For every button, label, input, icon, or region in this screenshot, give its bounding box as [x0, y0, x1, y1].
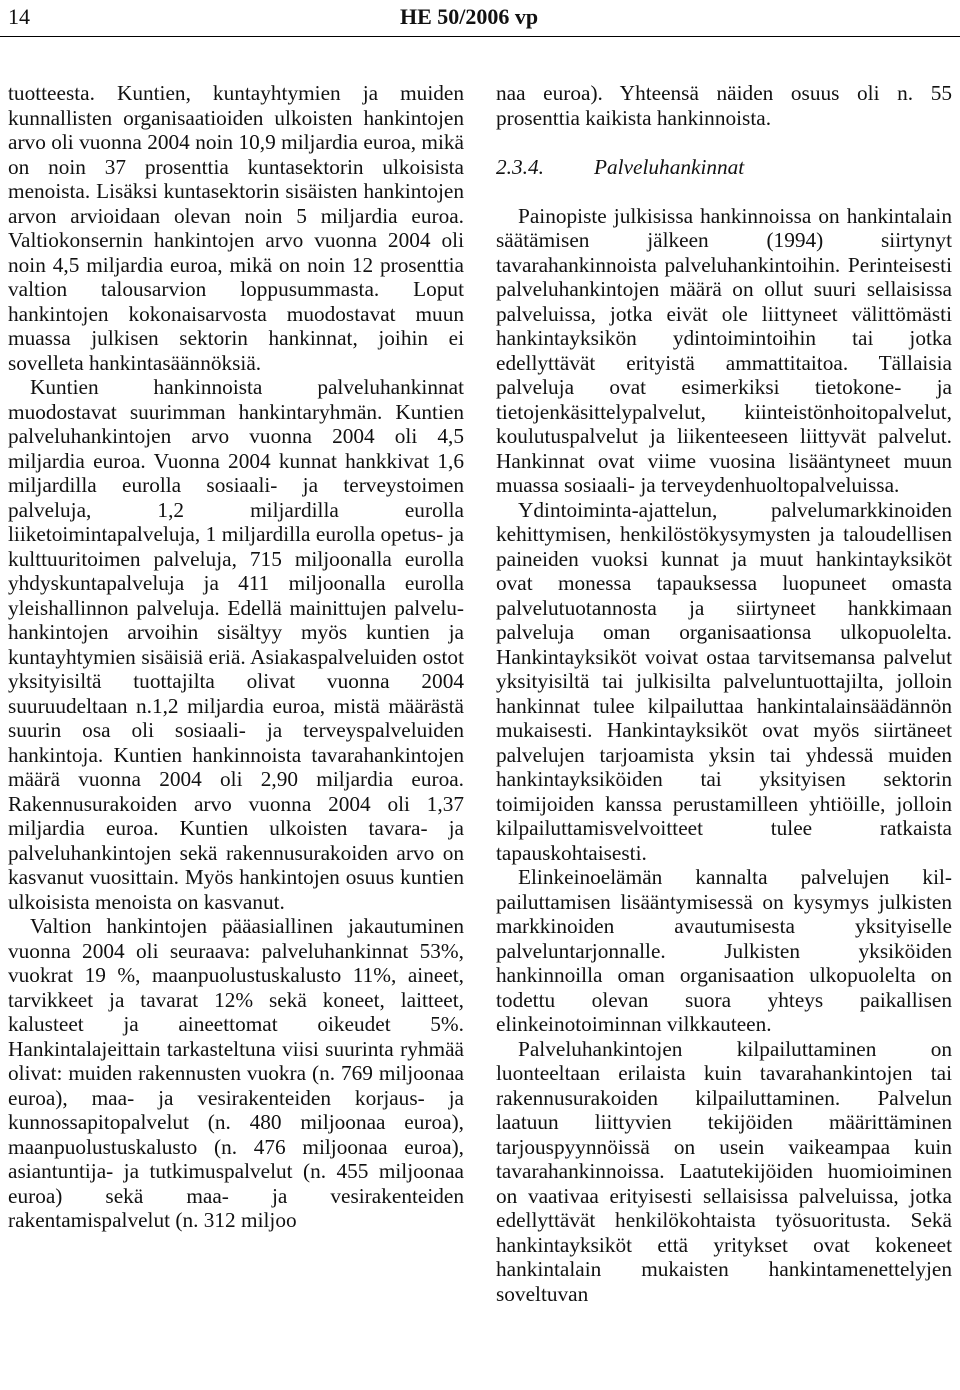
left-column — [8, 81, 464, 1233]
right-paragraph-4: Palveluhankintojen kilpailuttaminen on luonteeltaan erilaista kuin tavarahankintojen tai rakennusurakoiden kilpailuttaminen. Palvelun laatuun liittyvien tekijöiden määrittäminen tarjouspyynnöissä on usein vaikeampaa kuin tavarahankinnoissa. Laatutekijöiden huomioiminen on vaativaa erityisesti sellaisissa palveluissa, jotka edellyttävät henkilökohtaista työsuoritusta. Sekä hankintayksiköt että yritykset ovat kokeneet hankintalain mukaisten hankintamenettelyjen soveltuvan — [496, 1036, 952, 1306]
right-paragraph-1: Painopiste julkisissa hankinnoissa on hankintalain säätämisen jälkeen (1994) siirtynyt tavarahankinnoista palveluhankintoihin. Perinteisesti palveluhankintojen määrä on ollut suuri sellaisissa palveluissa, jotka eivät ole liittyneet välittömästi hankintayksikön ydintoimintoihin tai jotka edellyttävät erityistä ammattitaitoa. Tällaisia palveluja ovat esimerkiksi tietokone- ja tietojenkäsittelypalvelut, kiinteistönhoitopalvelut, koulutuspalvelut ja liikenteeseen liittyvät palvelut. Hankinnat ovat viime vuosina lisääntyneet muun muassa sosiaali- ja terveydenhuoltopalveluissa. — [496, 203, 952, 497]
right-continuation: naa euroa). Yhteensä näiden osuus oli n. 55 prosenttia kaikista hankinnoista. — [496, 81, 952, 130]
right-paragraph-3: Elinkeinoelämän kannalta palvelujen kilpailuttamisen lisääntymisessä on kysymys julkisten markkinoiden avautumisesta yksityiselle palveluntarjonnalle. Julkisten yksiköiden hankinnoilla oman organisaation ulkopuolelta on todettu olevan suora yhteys paikallisen elinkeinotoiminnan vilkkauteen. — [496, 865, 952, 1036]
section-heading — [496, 155, 952, 180]
section-number: 2.3.4. — [496, 154, 544, 179]
right-paragraph-2: Ydintoiminta-ajattelun, palvelumarkkinoiden kehittymisen, henkilöstökysymysten ja taloudellisen paineiden vuoksi kunnat ja muut hankintayksiköt ovat monessa tapauksessa luopuneet omasta palvelutuotannosta ja siirtyneet hankkimaan palveluja oman organisaationsa ulkopuolelta. Hankintayksiköt voivat ostaa tarvitsemansa palvelut yksityisiltä tai julkisilta palveluntuottajilta, jolloin hankinnat tulee kilpailuttaa hankintalainsäädännön mukaisesti. Hankintayksiköt ovat myös siirtäneet palvelujen tarjoamista yksin tai yhdessä muiden hankintayksiköiden tai yksityisen sektorin toimijoiden kanssa perustamilleen yhtiöille, jolloin kilpailuttamisvelvoitteet tulee ratkaista tapauskohtaisesti. — [496, 497, 952, 865]
left-paragraph-1: tuotteesta. Kuntien, kuntayhtymien ja muiden kunnallisten organisaatioiden ulkoisten hankintojen arvo oli vuonna 2004 noin 10,9 miljardia euroa, mikä on noin 37 prosenttia kuntasektorin ulkoisista menoista. Lisäksi kuntasektorin sisäisten hankintojen arvon arvioidaan olevan noin 5 miljardia euroa. Valtiokonsernin hankintojen arvo vuonna 2004 oli noin 4,5 miljardia euroa, mikä on noin 12 prosenttia valtion talousarvion loppusummasta. Loput hankintojen kokonaisarvosta muodostavat muun muassa julkisen sektorin hankinnat, joihin ei sovelleta hankintasäännöksiä. — [8, 81, 464, 375]
page-header — [0, 0, 960, 40]
header-rule — [0, 36, 960, 37]
left-paragraph-2: Kuntien hankinnoista palveluhankinnat muodostavat suurimman hankintaryhmän. Kuntien palveluhankintojen arvo vuonna 2004 oli 4,5 miljardia euroa. Vuonna 2004 kunnat hankkivat 1,6 miljardilla eurolla sosiaali- ja terveystoimen palveluja, 1,2 miljardilla eurolla liiketoimintapalveluja, 1 miljardilla eurolla opetus- ja kulttuuritoimen palveluja, 715 miljoonalla eurolla yhdyskuntapalveluja ja 411 miljoonalla eurolla yleishallinnon palveluja. Edellä mainittujen palveluhankintojen arvoihin sisältyy myös kuntien ja kuntayhtymien sisäisiä eriä. Asiakaspalveluiden ostot yksityisiltä tuottajilta olivat vuonna 2004 suuruudeltaan n.1,2 miljardia euroa, mistä määrästä suurin osa oli sosiaali- ja terveyspalveluiden hankintoja. Kuntien hankinnoista tavarahankintojen määrä vuonna 2004 oli 2,90 miljardia euroa. Rakennusurakoiden arvo vuonna 2004 oli 1,37 miljardia euroa. Kuntien ulkoisten tavara- ja palveluhankintojen sekä rakennusurakoiden arvo on kasvanut vuosittain. Myös hankintojen osuus kuntien ulkoisista menoista on kasvanut. — [8, 375, 464, 914]
section-title: Palveluhankinnat — [594, 154, 745, 179]
page-number: 14 — [8, 4, 30, 29]
left-paragraph-3: Valtion hankintojen pääasiallinen jakautuminen vuonna 2004 oli seuraava: palveluhankinnat 53%, vuokrat 19 %, maanpuolustuskalusto 11%, aineet, tarvikkeet ja tavarat 12% sekä koneet, laitteet, kalusteet ja aineettomat oikeudet 5%. Hankintalajeittain tarkasteltuna viisi suurinta ryhmää olivat: muiden rakennusten vuokra (n. 769 miljoonaa euroa), maa- ja vesirakenteiden korjaus- ja kunnossapitopalvelut (n. 480 miljoonaa euroa), maanpuolustuskalusto (n. 476 miljoonaa euroa), asiantuntija- ja tutkimuspalvelut (n. 455 miljoonaa euroa) sekä maa- ja vesirakenteiden rakentamispalvelut (n. 312 miljoo — [8, 914, 464, 1232]
document-id: HE 50/2006 vp — [400, 4, 539, 29]
right-column — [496, 81, 952, 1306]
